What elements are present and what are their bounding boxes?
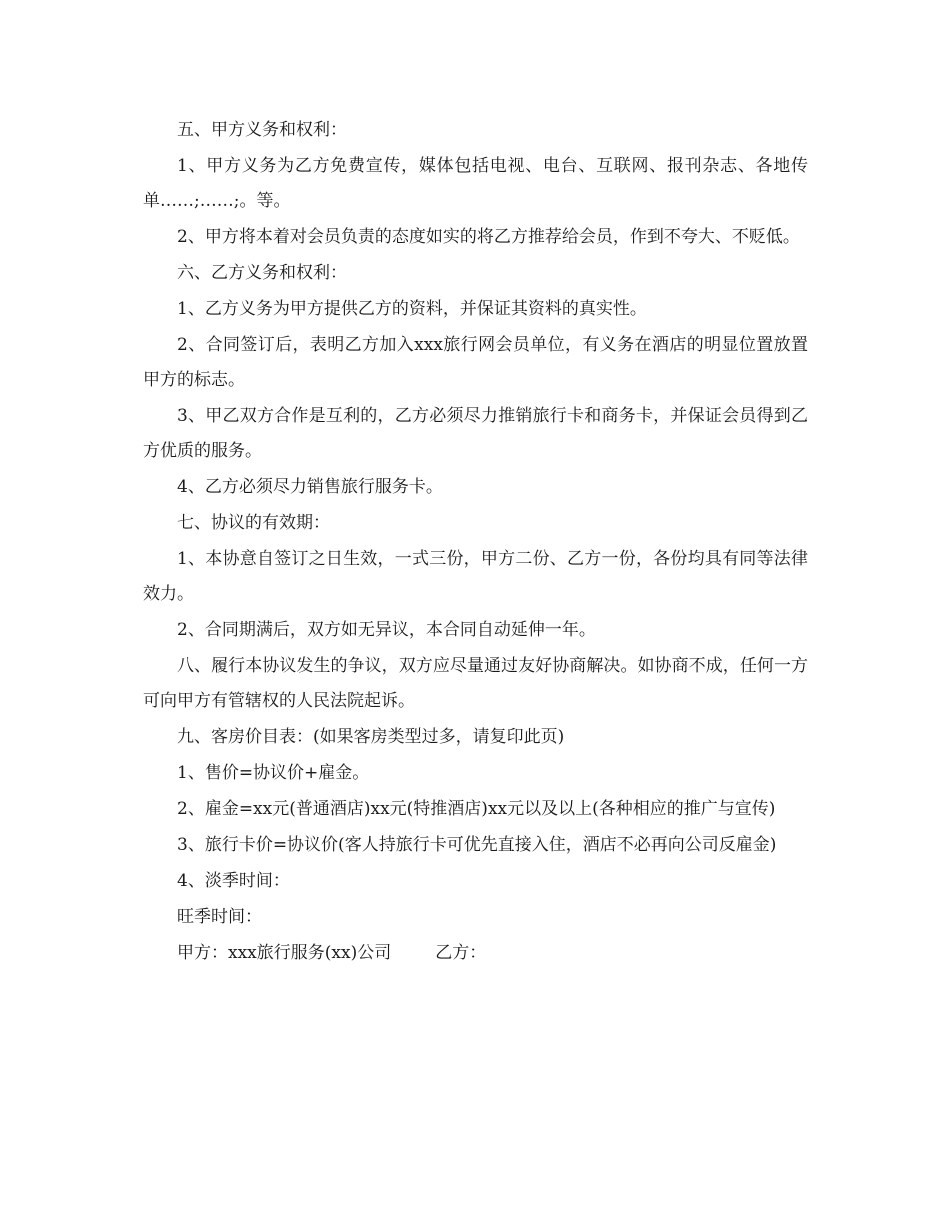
document-body	[143, 113, 808, 971]
section-heading-5: 五、甲方义务和权利：	[177, 120, 347, 140]
peak-season: 旺季时间：	[177, 907, 262, 927]
clause-6-2: 2、合同签订后，表明乙方加入xxx旅行网会员单位，有义务在酒店的明显位置放置甲方的标志。	[143, 335, 808, 390]
clause-6-3: 3、甲乙双方合作是互利的，乙方必须尽力推销旅行卡和商务卡，并保证会员得到乙方优质的服务。	[143, 406, 808, 461]
clause-5-1: 1、甲方义务为乙方免费宣传，媒体包括电视、电台、互联网、报刊杂志、各地传单……;……;。等。	[143, 156, 808, 211]
section-heading-6: 六、乙方义务和权利：	[177, 263, 347, 283]
clause-6-4: 4、乙方必须尽力销售旅行服务卡。	[177, 477, 443, 497]
clause-7-1: 1、本协意自签订之日生效，一式三份，甲方二份、乙方一份，各份均具有同等法律效力。	[143, 549, 808, 604]
party-a-signature: 甲方：xxx旅行服务(xx)公司	[177, 943, 392, 963]
clause-7-2: 2、合同期满后，双方如无异议，本合同自动延伸一年。	[177, 620, 596, 640]
section-8-dispute: 八、履行本协议发生的争议，双方应尽量通过友好协商解决。如协商不成，任何一方可向甲方有管辖权的人民法院起诉。	[143, 656, 808, 711]
clause-9-2: 2、雇金=xx元(普通酒店)xx元(特推酒店)xx元以及以上(各种相应的推广与宣传)	[177, 799, 776, 819]
party-b-signature: 乙方：	[435, 943, 487, 963]
signature-line	[143, 936, 808, 971]
clause-9-1: 1、售价=协议价+雇金。	[177, 763, 370, 783]
clause-6-1: 1、乙方义务为甲方提供乙方的资料，并保证其资料的真实性。	[177, 299, 647, 319]
clause-5-2: 2、甲方将本着对会员负责的态度如实的将乙方推荐给会员，作到不夸大、不贬低。	[177, 227, 800, 247]
section-heading-7: 七、协议的有效期：	[177, 513, 330, 533]
clause-9-3: 3、旅行卡价=协议价(客人持旅行卡可优先直接入住，酒店不必再向公司反雇金)	[177, 835, 777, 855]
clause-9-4-off-season: 4、淡季时间：	[177, 871, 290, 891]
section-heading-9: 九、客房价目表：(如果客房类型过多，请复印此页)	[177, 727, 565, 747]
